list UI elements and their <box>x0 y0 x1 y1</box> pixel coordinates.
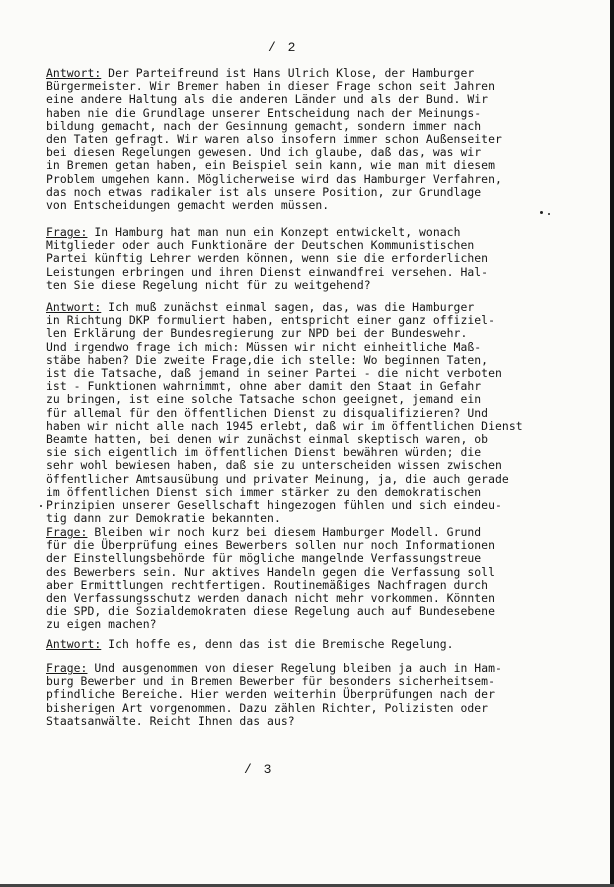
text-line: aber Ermittlungen rechtfertigen. Routinemäßiges Nachfragen durch <box>46 577 489 592</box>
text-line: das noch etwas radikaler ist als unsere Position, zur Grundlage <box>46 184 482 199</box>
scan-edge-right <box>610 0 614 887</box>
text-line: für die Überprüfung eines Bewerbers sollen nur noch Informationen <box>46 538 496 553</box>
text-line: Und ausgenommen von dieser Regelung bleiben ja auch in Ham- <box>87 661 502 675</box>
text-line: bildung gemacht, nach der Gesinnung gemacht, sondern immer nach <box>46 118 482 133</box>
text-line: Beamte hatten, bei denen wir zunächst einmal skeptisch waren, ob <box>46 432 489 447</box>
text-line: sehr wohl bewiesen haben, daß sie zu unterscheiden wissen zwischen <box>46 458 502 473</box>
text-line: sie sich eigentlich im öffentlichen Dienst bewähren würden; die <box>46 445 482 460</box>
text-line: öffentlicher Amtsausübung und privater Meinung, ja, die auch gerade <box>46 471 509 486</box>
text-line: stäbe haben? Die zweite Frage,die ich stelle: Wo beginnen Taten, <box>46 352 489 367</box>
text-line: von Entscheidungen gemacht werden müssen. <box>46 198 330 213</box>
text-line: den Verfassungsschutz werden danach nicht mehr vorkommen. Könnten <box>46 591 496 606</box>
speaker-label: Antwort: <box>46 300 102 314</box>
text-line: Mitglieder oder auch Funktionäre der Deutschen Kommunistischen <box>46 238 475 253</box>
ink-speck <box>540 211 543 214</box>
text-line: Leistungen erbringen und ihren Dienst einwandfrei versehen. Hal- <box>46 264 489 279</box>
text-line: haben nie die Grundlage unserer Entscheidung nach der Meinungs- <box>46 105 482 120</box>
ink-speck <box>40 505 42 507</box>
text-line: ist die Tatsache, daß jemand in seiner Partei - die nicht verboten <box>46 366 502 381</box>
text-line: für allemal für den öffentlichen Dienst zu disqualifizieren? Und <box>46 405 489 420</box>
text-line: tig dann zur Demokratie bekannten. <box>46 511 281 526</box>
text-line: Ich muß zunächst einmal sagen, das, was die Hamburger <box>101 300 475 314</box>
text-line: ten Sie diese Regelung nicht für zu weitgehend? <box>46 277 371 292</box>
text-line: len Erklärung der Bundesregierung zur NPD bei der Bundeswehr. <box>46 326 468 341</box>
text-line: Staatsanwälte. Reicht Ihnen das aus? <box>46 713 295 728</box>
paragraph-answer-1 <box>46 67 576 212</box>
text-line: des Bewerbers sein. Nur aktives Handeln gegen die Verfassung soll <box>46 564 496 579</box>
speaker-label: Antwort: <box>46 637 102 651</box>
text-line: Bleiben wir noch kurz bei diesem Hamburger Modell. Grund <box>87 525 482 539</box>
text-line: ist - Funktionen wahrnimmt, ohne aber damit den Staat in Gefahr <box>46 379 482 394</box>
paragraph-question-2 <box>46 526 576 632</box>
paragraph-question-3 <box>46 662 576 728</box>
text-line: im öffentlichen Dienst sich immer stärker zu den demokratischen <box>46 484 482 499</box>
text-line: in Bremen getan haben, ein Beispiel sein kann, wie man mit diesem <box>46 158 496 173</box>
text-line: burg Bewerber und in Bremen Bewerber für besonders sicherheitsem- <box>46 674 496 689</box>
text-line: pfindliche Bereiche. Hier werden weiterhin Überprüfungen nach der <box>46 687 496 702</box>
text-line: die SPD, die Sozialdemokraten diese Regelung auch auf Bundesebene <box>46 604 496 619</box>
text-line: bei diesen Regelungen gewesen. Und ich glaube, daß das, was wir <box>46 145 482 160</box>
paragraph-question-1 <box>46 226 576 292</box>
paragraph-answer-3 <box>46 638 576 651</box>
speaker-label: Antwort: <box>46 66 102 80</box>
text-line: Und irgendwo frage ich mich: Müssen wir nicht einheitliche Maß- <box>46 339 482 354</box>
text-line: Prinzipien unserer Gesellschaft hingezogen fühlen und sich eindeu- <box>46 498 502 513</box>
speaker-label: Frage: <box>46 225 88 239</box>
speaker-label: Frage: <box>46 525 88 539</box>
text-line: der Einstellungsbehörde für mögliche mangelnde Verfassungstreue <box>46 551 482 566</box>
page-number-bottom: / 3 <box>244 762 274 777</box>
text-line: zu eigen machen? <box>46 617 157 632</box>
text-line: zu bringen, ist eine solche Tatsache schon geeignet, jemand ein <box>46 392 482 407</box>
ink-speck <box>548 213 550 215</box>
text-line: In Hamburg hat man nun ein Konzept entwickelt, wonach <box>87 225 461 239</box>
text-line: Ich hoffe es, denn das ist die Bremische Regelung. <box>101 637 454 651</box>
text-line: Partei künftig Lehrer werden können, wenn sie die erforderlichen <box>46 251 489 266</box>
text-line: Der Parteifreund ist Hans Ulrich Klose, der Hamburger <box>101 66 475 80</box>
page-number-top: / 2 <box>268 40 298 55</box>
speaker-label: Frage: <box>46 661 88 675</box>
text-line: Bürgermeister. Wir Bremer haben in dieser Frage schon seit Jahren <box>46 79 496 94</box>
text-line: haben wir nicht alle nach 1945 erlebt, daß wir im öffentlichen Dienst <box>46 418 523 433</box>
text-line: Problem umgehen kann. Möglicherweise wird das Hamburger Verfahren, <box>46 171 502 186</box>
paragraph-answer-2 <box>46 301 576 525</box>
text-line: den Taten gefragt. Wir waren also insofern immer schon Außenseiter <box>46 132 502 147</box>
text-line: eine andere Haltung als die anderen Länder und als der Bund. Wir <box>46 92 489 107</box>
text-line: in Richtung DKP formuliert haben, entspricht einer ganz offiziel- <box>46 313 496 328</box>
text-line: bisherigen Art vorgenommen. Dazu zählen Richter, Polizisten oder <box>46 700 489 715</box>
